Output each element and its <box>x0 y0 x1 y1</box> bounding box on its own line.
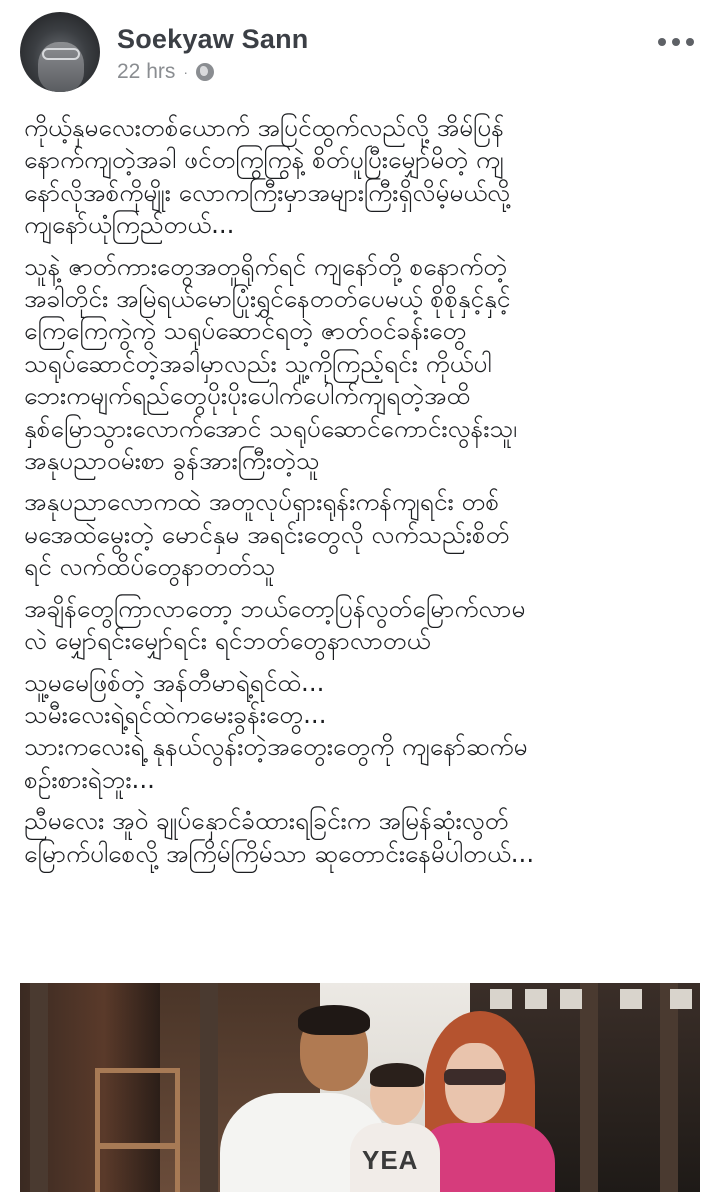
post-text-line: ဘေးကမျက်ရည်တွေပိုးပိုးပေါက်ပေါက်ကျရတဲ့အထိ <box>24 381 471 411</box>
photo-shirt-text: YEA <box>362 1145 419 1175</box>
author-name[interactable]: Soekyaw Sann <box>117 24 309 54</box>
post-header <box>0 0 720 100</box>
post-text-line: မြောက်ပါစေလို့ အကြိမ်ကြိမ်သာ ဆုတောင်းနေမိပါတယ်... <box>24 838 535 868</box>
avatar-glasses <box>42 48 80 60</box>
post-text-line: ရင် လက်ထိပ်တွေနာတတ်သူ <box>24 552 276 582</box>
post-text-line: သားကလေးရဲ့ နုနယ်လွန်းတဲ့အတွေးတွေကို ကျနော်ဆက်မ <box>24 732 528 762</box>
post-paragraph <box>24 486 700 583</box>
post-text-line: သရုပ်ဆောင်တဲ့အခါမှာလည်း သူ့ကိုကြည့်ရင်း ကိုယ်ပါ <box>24 348 492 378</box>
post-text-line: စဥ်းစားရဲဘူး... <box>24 764 155 794</box>
more-dot <box>672 38 680 46</box>
globe-icon[interactable] <box>196 63 214 81</box>
post-text-line: နှစ်မြောသွားလောက်အောင် သရုပ်ဆောင်ကောင်းလွန်းသူ၊ <box>24 413 518 443</box>
more-dot <box>686 38 694 46</box>
photo-window <box>560 989 582 1009</box>
post-text-line: အခါတိုင်း အမြဲရယ်မောပြုံးရွှင်နေတတ်ပေမယ့် စိုစိုနှင့်နှင့် <box>24 284 511 314</box>
photo-window <box>490 989 512 1009</box>
photo-column <box>30 983 48 1192</box>
avatar[interactable] <box>20 12 100 92</box>
more-dot <box>658 38 666 46</box>
post-text-line: ကြေကြေကွဲကွဲ သရုပ်ဆောင်ရတဲ့ ဇာတ်ဝင်ခန်းတွေ <box>24 316 467 346</box>
post-text-line: သမီးလေးရဲ့ရင်ထဲကမေးခွန်းတွေ... <box>24 699 327 729</box>
post-paragraph <box>24 805 700 870</box>
photo-man-hair <box>298 1005 370 1035</box>
post-text-line: အနုပညာဝမ်းစာ ခွန်အားကြီးတဲ့သူ <box>24 446 320 476</box>
post-paragraph <box>24 593 700 658</box>
post-text-line: နောက်ကျတဲ့အခါ ဖင်တကြွကြွနဲ့ စိတ်ပူပြီးမျှော်မိတဲ့ ကျ <box>24 145 504 175</box>
post-meta <box>117 60 214 84</box>
more-horizontal-icon[interactable] <box>658 38 694 46</box>
meta-separator: · <box>183 64 189 80</box>
post-time[interactable]: 22 hrs <box>117 60 176 83</box>
photo-column <box>200 983 218 1192</box>
post-text-line: သူ့မမေဖြစ်တဲ့ အန်တီမာရဲ့ရင်ထဲ... <box>24 667 325 697</box>
post-paragraph <box>24 251 700 478</box>
photo-chair <box>95 1068 180 1192</box>
post-body <box>24 112 700 879</box>
photo-sunglasses <box>444 1069 506 1085</box>
photo-baby-hair <box>370 1063 424 1087</box>
post-text-line: အနုပညာလောကထဲ အတူလုပ်ရှားရုန်းကန်ကျရင်း တစ် <box>24 487 500 517</box>
photo-column <box>660 983 678 1192</box>
post-paragraph <box>24 112 700 242</box>
post-photo[interactable] <box>20 983 700 1192</box>
post-paragraph <box>24 667 700 797</box>
photo-window <box>670 989 692 1009</box>
post-text-line: ကိုယ့်နှမလေးတစ်ယောက် အပြင်ထွက်လည်လို့ အိမ်ပြန် <box>24 113 504 142</box>
post-text-line: သူနဲ့ ဇာတ်ကားတွေအတူရိုက်ရင် ကျနော်တို့ စနောက်တဲ့ <box>24 251 508 281</box>
photo-window <box>620 989 642 1009</box>
post-text-line: ညီမလေး အူဝဲ ချုပ်နှောင်ခံထားရခြင်းက အမြန်ဆုံးလွတ် <box>24 806 509 836</box>
post-text-line: အချိန်တွေကြာလာတော့ ဘယ်တော့ပြန်လွတ်မြောက်လာမ <box>24 593 526 623</box>
post-text-line: ကျနော်ယုံကြည်တယ်... <box>24 210 235 240</box>
post-text-line: မအေထဲမွေးတဲ့ မောင်နှမ အရင်းတွေလို လက်သည်းစိတ် <box>24 519 510 549</box>
post-text-line: လဲ မျှော်ရင်းမျှော်ရင်း ရင်ဘတ်တွေနာလာတယ် <box>24 626 431 656</box>
post-text-line: နော်လိုအစ်ကိုမျိုး လောကကြီးမှာအများကြီးရှိလိမ့်မယ်လို့ <box>24 177 511 207</box>
photo-window <box>525 989 547 1009</box>
photo-column <box>580 983 598 1192</box>
